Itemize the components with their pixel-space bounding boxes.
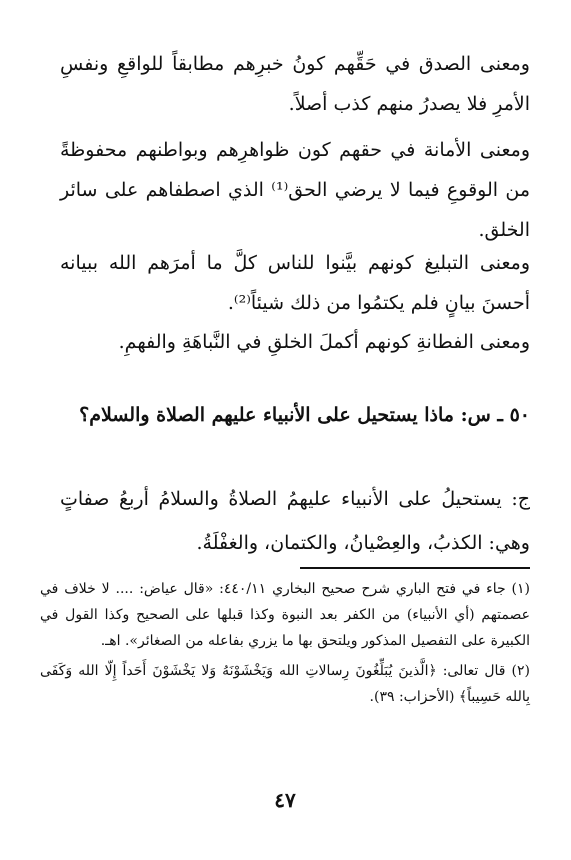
question-heading: ٥٠ ـ س: ماذا يستحيل على الأنبياء عليهم الصلاة والسلام؟ <box>79 404 530 426</box>
footnote-divider <box>300 567 530 569</box>
paragraph-intelligence: ومعنى الفطانةِ كونهم أكملَ الخلقِ في النَّباهَةِ والفهمِ. <box>118 331 530 353</box>
paragraph-trustworthiness: ومعنى الأمانة في حقهم كون ظواهرِهم وبواطنهم محفوظةً من الوقوعِ فيما لا يرضي الحق⁽¹⁾ الذي اصطفاهم على سائر الخلق. <box>60 139 531 241</box>
footnotes <box>40 576 530 714</box>
footnote-1: (١) جاء في فتح الباري شرح صحيح البخاري ٤٤٠/١١: «قال عياض: .... لا خلاف في عصمتهم (أي الأنبياء) من الكفر بعد النبوة وكذا قبلها على الصحيح وكذا القول في الكبيرة على التفصيل المذكور ويلتحق بها ما يزري بفاعله من الصغائر». اهـ. <box>40 581 530 649</box>
page-number: ٤٧ <box>274 788 296 812</box>
answer-paragraph: ج: يستحيلُ على الأنبياء عليهمُ الصلاةُ والسلامُ أربعُ صفاتٍ وهي: الكذبُ، والعِصْيانُ، والكتمان، والغفْلَةُ. <box>60 488 530 554</box>
paragraph-conveyance: ومعنى التبليغ كونهم بيَّنوا للناس كلَّ ما أمرَهم الله ببيانه أحسنَ بيانٍ فلم يكتمُوا من ذلك شيئاً⁽²⁾. <box>60 252 530 314</box>
paragraph-truthfulness: ومعنى الصدق في حَقِّهم كونُ خبرِهم مطابقاً للواقعِ ونفسِ الأمرِ فلا يصدرُ منهم كذب أصلاً. <box>60 53 530 115</box>
footnote-2: (٢) قال تعالى: ﴿الَّذينَ يُبَلِّغُونَ رِسالاتِ الله وَيَخْشَوْنَهُ وَلا يَخْشَوْنَ أَحَداً إِلّا الله وَكَفَى بِالله حَسِيباً﴾ (الأحزاب: ٣٩). <box>40 663 530 705</box>
